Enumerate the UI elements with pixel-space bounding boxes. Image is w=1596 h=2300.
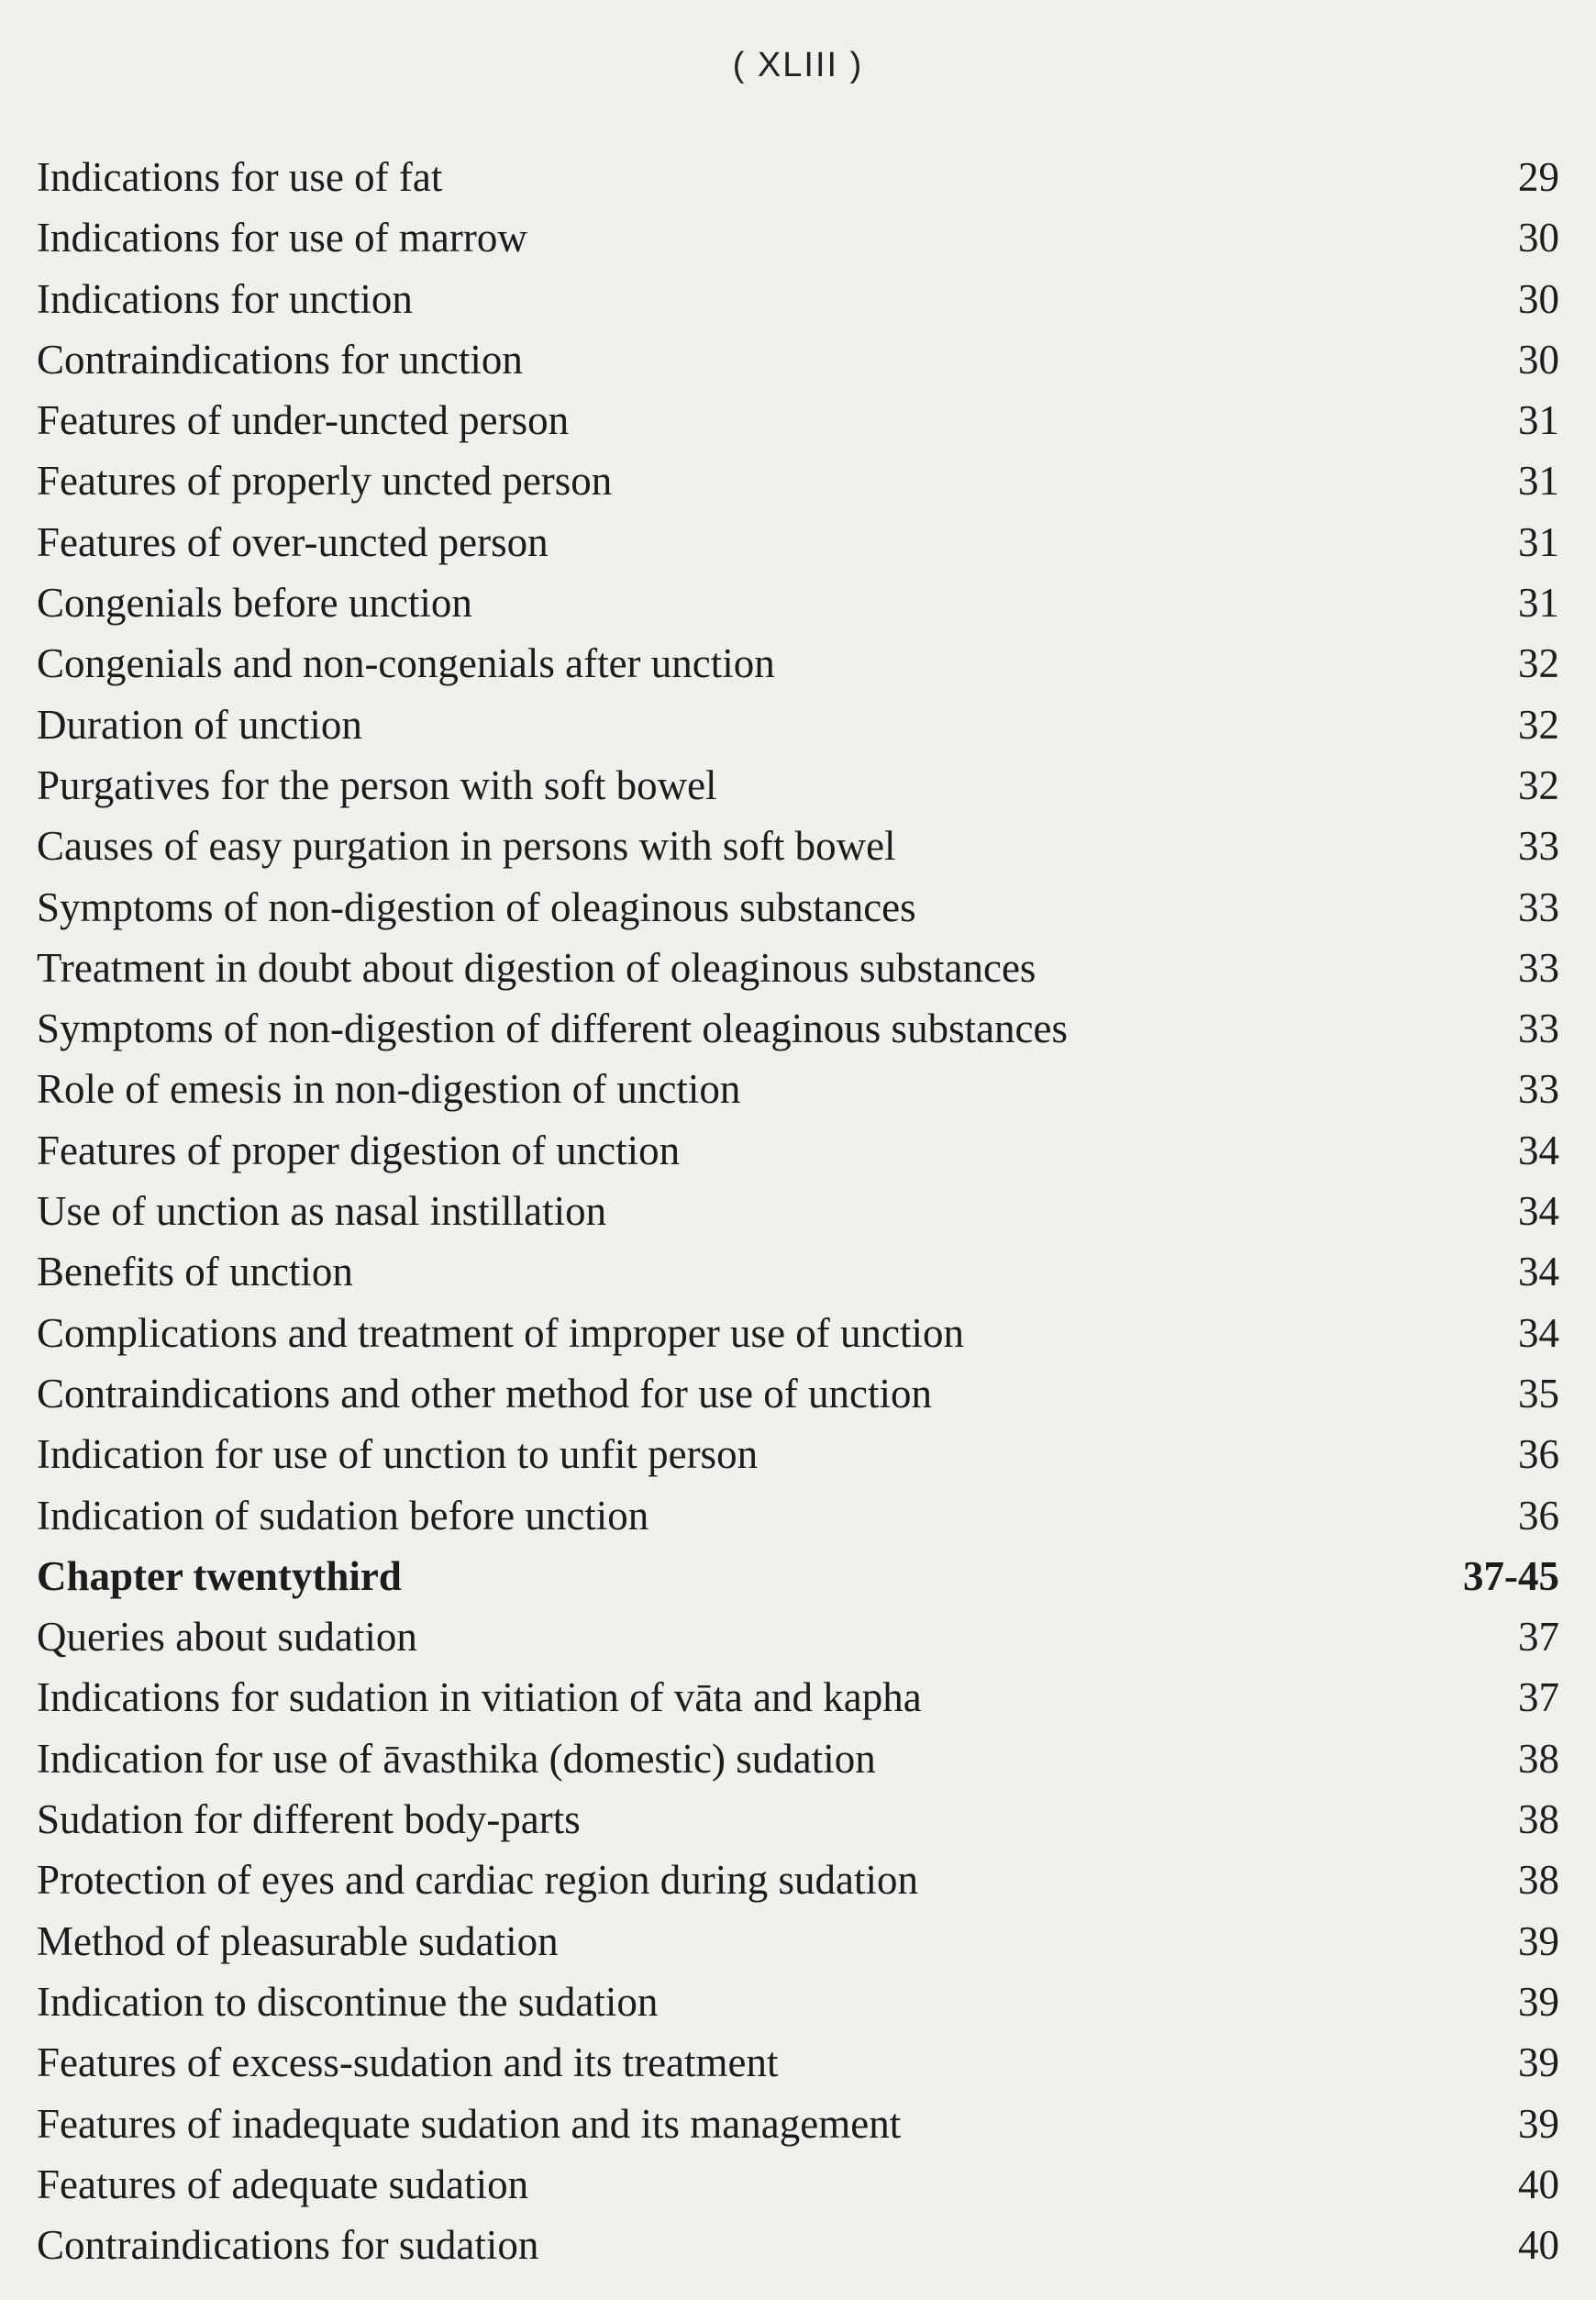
toc-entry-row <box>37 2215 1559 2275</box>
toc-entry-row <box>37 329 1559 390</box>
toc-entry-row <box>37 390 1559 450</box>
toc-entry-title: Features of inadequate sudation and its management <box>37 2100 902 2147</box>
toc-entry-row <box>37 572 1559 633</box>
toc-entry-title: Indication for use of unction to unfit person <box>37 1431 759 1478</box>
toc-entry-title: Features of over-uncted person <box>37 518 549 565</box>
toc-entry-page: 29 <box>1518 154 1559 200</box>
toc-entry-page: 31 <box>1518 458 1559 505</box>
toc-entry-page: 37 <box>1518 1614 1559 1661</box>
toc-entry-page: 38 <box>1518 1796 1559 1843</box>
toc-entry-page: 34 <box>1518 1127 1559 1173</box>
toc-entry-page: 32 <box>1518 640 1559 687</box>
toc-entry-title: Indication of sudation before unction <box>37 1492 649 1539</box>
toc-entry-row <box>37 1059 1559 1119</box>
toc-entry-row <box>37 2094 1559 2154</box>
toc-entry-row <box>37 694 1559 755</box>
toc-entry-page: 37 <box>1518 1674 1559 1721</box>
toc-entry-title: Protection of eyes and cardiac region during sudation <box>37 1857 918 1904</box>
toc-entry-title: Indications for unction <box>37 275 413 322</box>
chapter-title: Chapter twentythird <box>37 1552 402 1599</box>
toc-entry-page: 40 <box>1518 2222 1559 2269</box>
toc-entry-title: Sudation for different body-parts <box>37 1796 581 1843</box>
toc-entry-title: Method of pleasurable sudation <box>37 1917 559 1964</box>
table-of-contents <box>37 147 1559 2275</box>
toc-entry-title: Queries about sudation <box>37 1614 417 1661</box>
toc-entry-page: 32 <box>1518 761 1559 808</box>
toc-entry-title: Role of emesis in non-digestion of unction <box>37 1066 741 1113</box>
toc-entry-page: 34 <box>1518 1188 1559 1235</box>
toc-entry-page: 39 <box>1518 1978 1559 2025</box>
toc-entry-row <box>37 1728 1559 1789</box>
toc-entry-row <box>37 1667 1559 1728</box>
toc-entry-page: 33 <box>1518 823 1559 870</box>
toc-entry-title: Features of adequate sudation <box>37 2161 529 2207</box>
toc-entry-row <box>37 450 1559 511</box>
toc-entry-row <box>37 633 1559 694</box>
toc-entry-row <box>37 816 1559 876</box>
toc-entry-page: 30 <box>1518 215 1559 261</box>
toc-entry-row <box>37 1789 1559 1850</box>
toc-entry-row <box>37 1363 1559 1424</box>
toc-entry-row <box>37 1972 1559 2032</box>
toc-entry-title: Benefits of unction <box>37 1249 353 1295</box>
toc-entry-title: Symptoms of non-digestion of different oleaginous substances <box>37 1006 1069 1052</box>
toc-entry-row <box>37 2154 1559 2215</box>
toc-entry-page: 40 <box>1518 2161 1559 2207</box>
toc-entry-row <box>37 1485 1559 1546</box>
toc-entry-title: Features of proper digestion of unction <box>37 1127 681 1173</box>
toc-entry-page: 31 <box>1518 580 1559 627</box>
toc-entry-title: Treatment in doubt about digestion of oleaginous substances <box>37 944 1036 991</box>
toc-entry-row <box>37 207 1559 268</box>
toc-entry-page: 36 <box>1518 1492 1559 1539</box>
toc-entry-title: Indications for use of fat <box>37 154 443 200</box>
toc-entry-page: 32 <box>1518 701 1559 748</box>
toc-entry-page: 35 <box>1518 1370 1559 1417</box>
chapter-page-range: 37-45 <box>1463 1552 1559 1599</box>
toc-entry-row <box>37 755 1559 816</box>
toc-entry-title: Use of unction as nasal instillation <box>37 1188 607 1235</box>
toc-entry-row <box>37 512 1559 572</box>
toc-entry-title: Contraindications and other method for use of unction <box>37 1370 933 1417</box>
toc-entry-title: Contraindications for unction <box>37 336 523 383</box>
page-number: ( XLIII ) <box>732 46 864 84</box>
toc-entry-page: 31 <box>1518 518 1559 565</box>
toc-entry-page: 39 <box>1518 2039 1559 2086</box>
toc-entry-page: 33 <box>1518 883 1559 930</box>
toc-entry-page: 34 <box>1518 1249 1559 1295</box>
toc-entry-row <box>37 938 1559 998</box>
toc-entry-page: 33 <box>1518 944 1559 991</box>
chapter-heading-row <box>37 1546 1559 1606</box>
toc-entry-title: Contraindications for sudation <box>37 2222 539 2269</box>
toc-entry-page: 38 <box>1518 1735 1559 1782</box>
toc-entry-row <box>37 269 1559 329</box>
toc-entry-title: Indications for use of marrow <box>37 215 527 261</box>
toc-entry-title: Duration of unction <box>37 701 362 748</box>
toc-entry-row <box>37 1120 1559 1181</box>
toc-entry-row <box>37 877 1559 938</box>
toc-entry-row <box>37 1424 1559 1484</box>
toc-entry-title: Congenials and non-congenials after unction <box>37 640 775 687</box>
toc-entry-page: 30 <box>1518 336 1559 383</box>
toc-entry-page: 33 <box>1518 1006 1559 1052</box>
toc-entry-title: Symptoms of non-digestion of oleaginous substances <box>37 883 916 930</box>
toc-entry-row <box>37 147 1559 207</box>
toc-entry-title: Causes of easy purgation in persons with soft bowel <box>37 823 896 870</box>
toc-entry-page: 36 <box>1518 1431 1559 1478</box>
toc-entry-row <box>37 1181 1559 1241</box>
toc-entry-title: Features of excess-sudation and its treatment <box>37 2039 779 2086</box>
toc-entry-title: Complications and treatment of improper use of unction <box>37 1309 965 1356</box>
toc-entry-title: Congenials before unction <box>37 580 472 627</box>
toc-entry-row <box>37 998 1559 1059</box>
toc-entry-page: 39 <box>1518 1917 1559 1964</box>
toc-entry-page: 39 <box>1518 2100 1559 2147</box>
toc-entry-title: Purgatives for the person with soft bowel <box>37 761 717 808</box>
toc-entry-row <box>37 1606 1559 1667</box>
toc-entry-title: Indications for sudation in vitiation of vāta and kapha <box>37 1674 922 1721</box>
toc-entry-row <box>37 1303 1559 1363</box>
toc-entry-title: Indication for use of āvasthika (domestic) sudation <box>37 1735 876 1782</box>
toc-entry-row <box>37 1241 1559 1302</box>
toc-entry-page: 30 <box>1518 275 1559 322</box>
toc-entry-page: 31 <box>1518 397 1559 444</box>
toc-entry-title: Indication to discontinue the sudation <box>37 1978 659 2025</box>
toc-entry-page: 34 <box>1518 1309 1559 1356</box>
toc-entry-row <box>37 2032 1559 2093</box>
toc-entry-page: 33 <box>1518 1066 1559 1113</box>
toc-entry-title: Features of under-uncted person <box>37 397 570 444</box>
toc-entry-row <box>37 1850 1559 1910</box>
toc-entry-page: 38 <box>1518 1857 1559 1904</box>
toc-entry-title: Features of properly uncted person <box>37 458 613 505</box>
toc-entry-row <box>37 1911 1559 1972</box>
